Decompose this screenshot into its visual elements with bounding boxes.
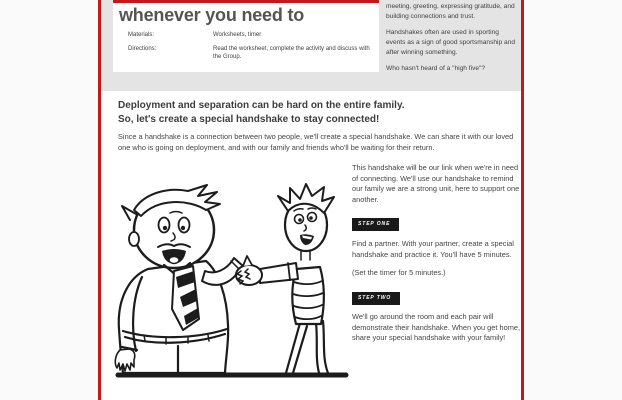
- intro-paragraph: Since a handshake is a connection between two people, we'll create a special handshake. We can share it with our loved one who is going on deployment, and with our family and friends who'll be waiting for their return.: [118, 132, 514, 152]
- heading-line-2: So, let's create a special handshake to stay connected!: [118, 113, 380, 125]
- handshake-cartoon-svg: [110, 183, 350, 383]
- materials-label: Materials:: [128, 32, 155, 38]
- activity-header-card: [113, 0, 379, 72]
- facts-high-five-line: Who hasn't heard of a "high five"?: [386, 65, 486, 72]
- step-two-text: We'll go around the room and each pair will demonstrate their handshake. When you get home, share your special handshake with your family!: [352, 312, 521, 343]
- materials-value: Worksheets, timer: [213, 32, 262, 38]
- directions-value: Read the worksheet, complete the activity and discuss with the Group.: [213, 45, 370, 60]
- worksheet-heading: [118, 99, 405, 126]
- page-border-left: [98, 0, 101, 400]
- red-title-box-bottom-edge: [113, 0, 379, 3]
- activity-meta: [128, 31, 371, 67]
- handshake-facts-note: [386, 2, 518, 74]
- step-one-text: Find a partner. With your partner, create a special handshake and practice it. You'll have 5 minutes.: [352, 239, 514, 259]
- activity-title: whenever you need to: [119, 5, 305, 25]
- top-gray-band: [101, 0, 521, 91]
- directions-label: Directions:: [128, 45, 157, 52]
- worksheet-body: [101, 91, 521, 400]
- facts-paragraph-2: Handshakes often are used in sporting events as a sign of good sportsmanship and after winning something.: [386, 29, 516, 56]
- activity-steps-column: [352, 163, 522, 344]
- timer-note: (Set the timer for 5 minutes.): [352, 267, 446, 277]
- heading-line-1: Deployment and separation can be hard on the entire family.: [118, 100, 405, 111]
- step-one-badge: STEP ONE: [352, 218, 399, 231]
- handshake-illustration: [110, 183, 350, 383]
- page-border-right: [521, 0, 524, 400]
- facts-paragraph-1: meeting, greeting, expressing gratitude, and building connections and trust.: [386, 3, 515, 20]
- materials-row: [128, 31, 371, 40]
- step-two-badge: STEP TWO: [352, 292, 400, 305]
- directions-row: [128, 45, 371, 62]
- connect-paragraph: This handshake will be our link when we're in need of connecting. We'll use our handshake to remind our family we are a strong unit, here to support one another.: [352, 163, 520, 204]
